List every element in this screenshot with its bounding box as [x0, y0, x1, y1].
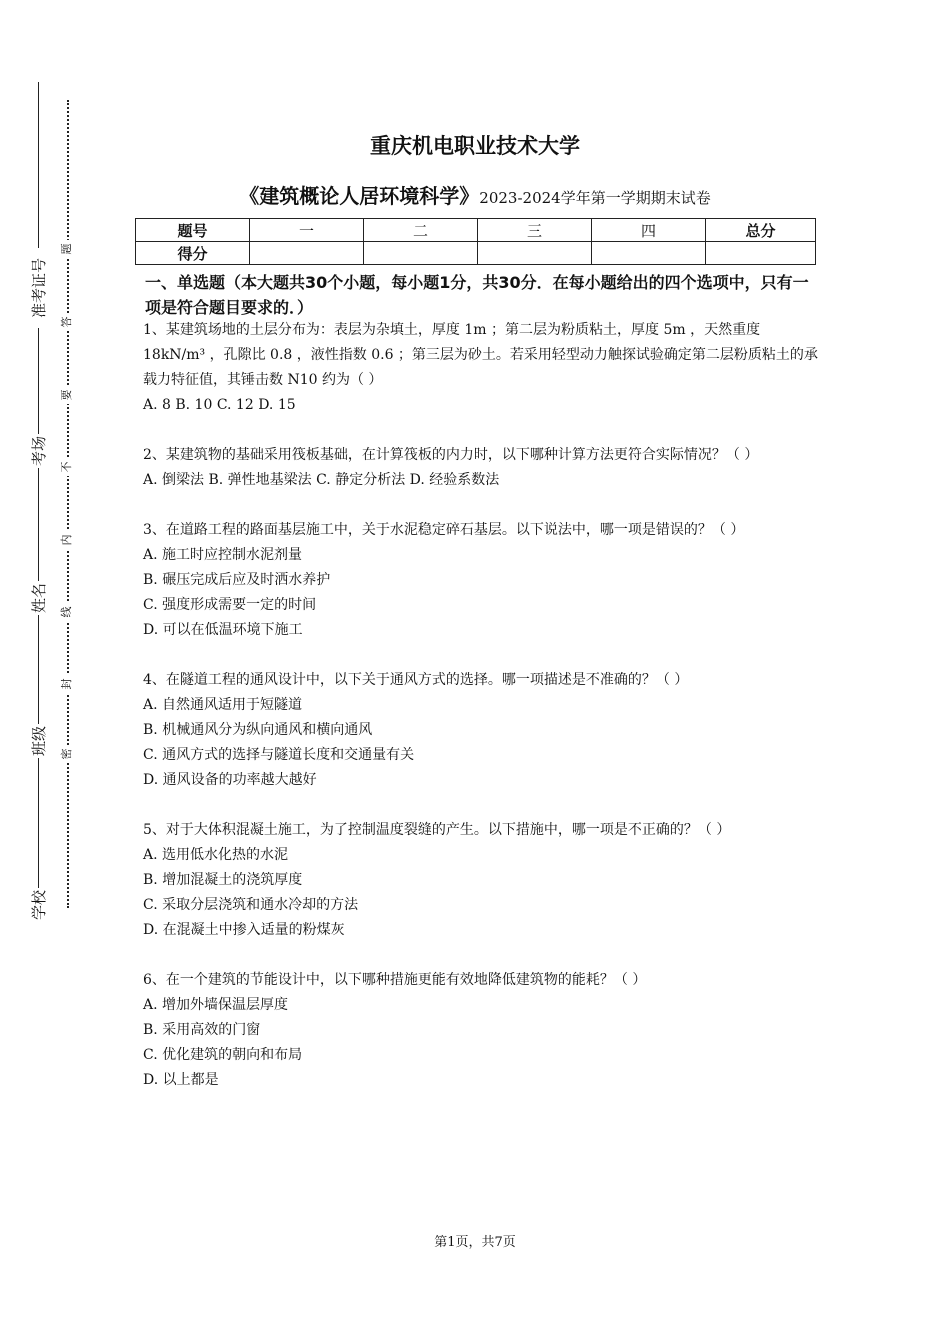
question-option: D. 在混凝土中掺入适量的粉煤灰: [143, 922, 345, 938]
score-cell: 总分: [706, 219, 816, 242]
exam-subtitle: [0, 180, 950, 209]
question-option: A. 增加外墙保温层厚度: [143, 997, 289, 1013]
question-text: 6、在一个建筑的节能设计中，以下哪种措施更能有效地降低建筑物的能耗？（ ）: [143, 972, 647, 988]
score-cell: 一: [250, 219, 364, 242]
score-blank[interactable]: [592, 242, 706, 265]
school-label: 学校: [30, 890, 48, 921]
question-option: B. 碾压完成后应及时洒水养护: [143, 572, 331, 588]
question-list: [143, 318, 818, 1118]
score-cell: 三: [478, 219, 592, 242]
score-table-header-row: [136, 219, 816, 242]
question-5: [143, 818, 818, 943]
question-option: A. 自然通风适用于短隧道: [143, 697, 303, 713]
seal-char: 封: [60, 675, 74, 693]
name-label: 姓名: [30, 583, 48, 614]
question-option: B. 机械通风分为纵向通风和横向通风: [143, 722, 373, 738]
question-option: C. 通风方式的选择与隧道长度和交通量有关: [143, 747, 415, 763]
score-cell: 题号: [136, 219, 250, 242]
question-text: 3、在道路工程的路面基层施工中，关于水泥稳定碎石基层。以下说法中，哪一项是错误的？（ ）: [143, 522, 745, 538]
class-label: 班级: [30, 726, 48, 757]
section-heading: 一、单选题（本大题共30个小题，每小题1分，共30分．在每小题给出的四个选项中，只有一项是符合题目要求的．）: [145, 273, 809, 317]
seal-char: 不: [60, 458, 74, 476]
question-text: 2、某建筑物的基础采用筏板基础，在计算筏板的内力时，以下哪种计算方法更符合实际情况？（ ）: [143, 447, 759, 463]
admission-number-label: 准考证号: [31, 248, 47, 328]
question-text: 4、在隧道工程的通风设计中，以下关于通风方式的选择。哪一项描述是不准确的？（ ）: [143, 672, 689, 688]
score-cell: 得分: [136, 242, 250, 265]
score-cell: 二: [364, 219, 478, 242]
question-option: B. 增加混凝土的浇筑厚度: [143, 872, 303, 888]
question-option: B. 采用高效的门窗: [143, 1022, 261, 1038]
seal-char: 内: [60, 531, 74, 549]
question-1: [143, 318, 818, 418]
question-4: [143, 668, 818, 793]
seal-char: 线: [60, 603, 74, 621]
seal-char: 密: [60, 745, 74, 763]
question-option: D. 可以在低温环境下施工: [143, 622, 303, 638]
question-option: C. 优化建筑的朝向和布局: [143, 1047, 303, 1063]
question-text: 5、对于大体积混凝土施工，为了控制温度裂缝的产生。以下措施中，哪一项是不正确的？（ ）: [143, 822, 731, 838]
question-3: [143, 518, 818, 643]
question-2: [143, 443, 818, 493]
seal-char: 要: [60, 386, 74, 404]
question-option: A. 选用低水化热的水泥: [143, 847, 289, 863]
question-option: A. 8 B. 10 C. 12 D. 15: [143, 397, 296, 413]
binding-dotted-line: [67, 100, 69, 908]
score-table-score-row: [136, 242, 816, 265]
page-number: 第1页，共7页: [434, 1235, 516, 1250]
question-6: [143, 968, 818, 1093]
score-cell: 四: [592, 219, 706, 242]
school-title: 重庆机电职业技术大学: [370, 134, 580, 158]
exam-room-label: 考场: [30, 436, 48, 467]
question-option: C. 强度形成需要一定的时间: [143, 597, 317, 613]
seal-char: 题: [60, 240, 74, 258]
question-option: C. 采取分层浇筑和通水冷却的方法: [143, 897, 359, 913]
seal-char: 答: [60, 313, 74, 331]
score-blank[interactable]: [706, 242, 816, 265]
question-option: A. 倒梁法 B. 弹性地基梁法 C. 静定分析法 D. 经验系数法: [143, 472, 500, 488]
score-table: [135, 218, 816, 265]
question-option: D. 以上都是: [143, 1072, 219, 1088]
question-text: 1、某建筑场地的土层分布为：表层为杂填土，厚度 1m ；第二层为粉质粘土，厚度 5m ，天然重度 18kN/m³ ，孔隙比 0.8 ，液性指数 0.6 ；第三层为砂土。若采用轻型动力触探试验确定第二层粉质粘土的承载力特征值，其锤击数 N10 约为（ ）: [143, 322, 818, 388]
term-info: 2023-2024学年第一学期期末试卷: [479, 189, 711, 207]
course-name: 《建筑概论人居环境科学》: [239, 184, 480, 208]
score-blank[interactable]: [364, 242, 478, 265]
question-option: D. 通风设备的功率越大越好: [143, 772, 317, 788]
score-blank[interactable]: [250, 242, 364, 265]
score-blank[interactable]: [478, 242, 592, 265]
question-option: A. 施工时应控制水泥剂量: [143, 547, 303, 563]
